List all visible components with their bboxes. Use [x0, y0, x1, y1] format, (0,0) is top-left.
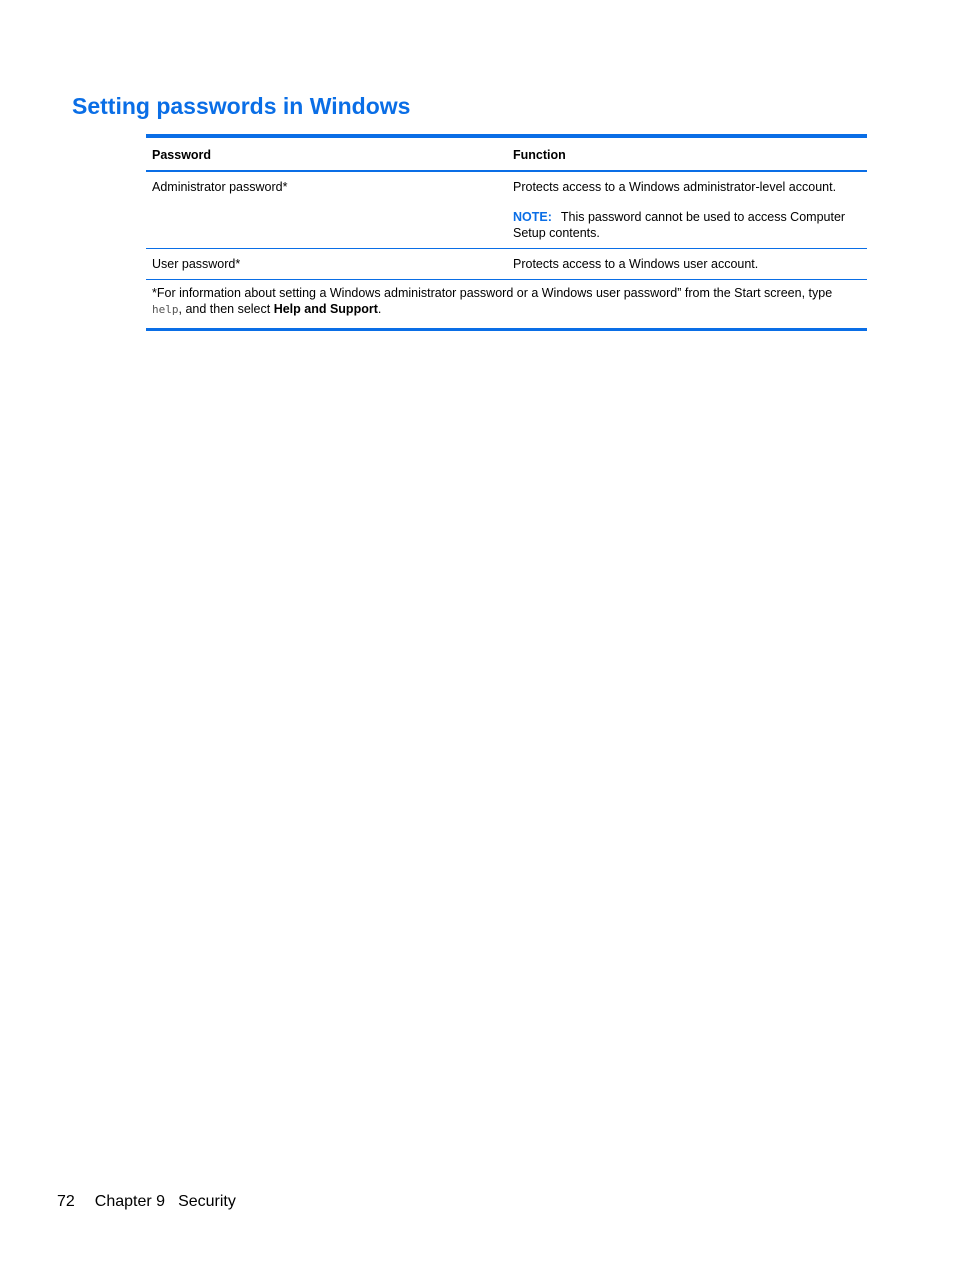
table-footnote — [146, 280, 867, 328]
password-type-cell: Administrator password* — [152, 180, 288, 194]
function-text: Protects access to a Windows administrator-level account. — [513, 180, 837, 194]
table-row — [146, 172, 867, 249]
page-footer — [57, 1192, 236, 1212]
section-label: Security — [178, 1193, 236, 1210]
column-header-function: Function — [513, 148, 566, 162]
footnote-text-middle: , and then select — [178, 302, 274, 316]
password-type-cell: User password* — [152, 257, 241, 271]
footnote-text-before: *For information about setting a Windows administrator password or a Windows user password” from the Start screen, type — [152, 286, 833, 300]
chapter-label: Chapter 9 — [94, 1193, 166, 1210]
note — [513, 209, 861, 241]
note-text: This password cannot be used to access Computer Setup contents. — [513, 210, 846, 240]
function-cell: Protects access to a Windows user account. — [513, 257, 759, 271]
page-title: Setting passwords in Windows — [72, 93, 411, 119]
table-footnote-row — [146, 280, 867, 328]
footnote-text-after: . — [377, 302, 382, 316]
table-row — [146, 249, 867, 280]
function-cell — [507, 172, 867, 248]
column-header-password: Password — [152, 148, 212, 162]
footnote-bold: Help and Support — [273, 302, 378, 316]
password-table — [146, 134, 867, 331]
table-header-row — [146, 138, 867, 172]
footnote-code: help — [152, 303, 179, 316]
page-number: 72 — [57, 1193, 75, 1210]
note-label: NOTE: — [513, 210, 552, 224]
